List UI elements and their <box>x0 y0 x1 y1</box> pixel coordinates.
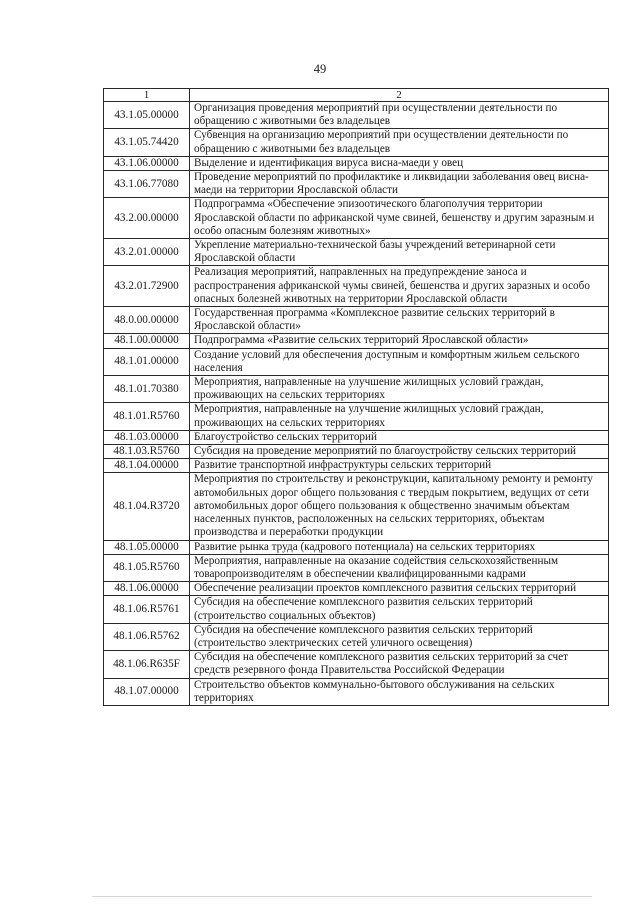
row-code: 48.1.03.00000 <box>104 430 190 444</box>
table-row <box>104 266 609 307</box>
page-bottom-edge <box>92 896 592 897</box>
table-row <box>104 403 609 430</box>
table-row <box>104 540 609 554</box>
row-code: 48.1.01.R5760 <box>104 403 190 430</box>
table-row <box>104 348 609 375</box>
row-name: Мероприятия по строительству и реконструкции, капитальному ремонту и ремонту автомобильных дорог общего пользования с твердым покрытием, ведущих от сети автомобильных дорог общего пользования к общественно значимым объектам населенных пунктов, расположенных на сельских территориях, объектам производства и переработки продукции <box>190 473 609 540</box>
row-code: 48.1.05.00000 <box>104 540 190 554</box>
row-code: 48.1.01.70380 <box>104 376 190 403</box>
table-row <box>104 678 609 705</box>
table-body <box>104 102 609 706</box>
table-row <box>104 334 609 348</box>
table-row <box>104 376 609 403</box>
row-code: 43.2.01.72900 <box>104 266 190 307</box>
table-row <box>104 307 609 334</box>
row-name: Мероприятия, направленные на оказание содействия сельскохозяйственным товаропроизводителям в обеспечении квалифицированными кадрами <box>190 554 609 581</box>
row-code: 48.1.00.00000 <box>104 334 190 348</box>
table-row <box>104 156 609 170</box>
row-code: 48.1.07.00000 <box>104 678 190 705</box>
table-header-row <box>104 89 609 102</box>
row-name: Благоустройство сельских территорий <box>190 430 609 444</box>
row-name: Выделение и идентификация вируса висна-маеди у овец <box>190 156 609 170</box>
table-row <box>104 623 609 650</box>
table-row <box>104 459 609 473</box>
row-name: Субвенция на организацию мероприятий при осуществлении деятельности по обращению с животными без владельцев <box>190 129 609 156</box>
row-code: 48.1.03.R5760 <box>104 445 190 459</box>
table-row <box>104 445 609 459</box>
table-row <box>104 239 609 266</box>
row-name: Реализация мероприятий, направленных на предупреждение заноса и распространения африканской чумы свиней, бешенства и других заразных и особо опасных болезней животных на территории Ярославской области <box>190 266 609 307</box>
row-code: 43.1.06.00000 <box>104 156 190 170</box>
table-row <box>104 596 609 623</box>
row-name: Подпрограмма «Обеспечение эпизоотического благополучия территории Ярославской области по африканской чуме свиней, бешенству и другим заразным и особо опасным болезням животных» <box>190 198 609 239</box>
row-name: Субсидия на обеспечение комплексного развития сельских территорий за счет средств резервного фонда Правительства Российской Федерации <box>190 651 609 678</box>
row-code: 48.1.06.R5762 <box>104 623 190 650</box>
page-number: 49 <box>313 62 327 76</box>
row-name: Укрепление материально-технической базы учреждений ветеринарной сети Ярославской области <box>190 239 609 266</box>
table-row <box>104 102 609 129</box>
table-row <box>104 129 609 156</box>
row-name: Проведение мероприятий по профилактике и ликвидации заболевания овец висна-маеди на территории Ярославской области <box>190 171 609 198</box>
row-code: 48.1.04.R3720 <box>104 473 190 540</box>
row-name: Строительство объектов коммунально-бытового обслуживания на сельских территориях <box>190 678 609 705</box>
classification-table <box>103 88 609 706</box>
row-name: Субсидия на обеспечение комплексного развития сельских территорий (строительство электрических сетей уличного освещения) <box>190 623 609 650</box>
table-row <box>104 582 609 596</box>
row-code: 43.1.05.74420 <box>104 129 190 156</box>
row-name: Развитие транспортной инфраструктуры сельских территорий <box>190 459 609 473</box>
row-name: Мероприятия, направленные на улучшение жилищных условий граждан, проживающих на сельских территориях <box>190 376 609 403</box>
table-row <box>104 198 609 239</box>
row-code: 43.2.00.00000 <box>104 198 190 239</box>
row-name: Обеспечение реализации проектов комплексного развития сельских территорий <box>190 582 609 596</box>
row-code: 48.1.01.00000 <box>104 348 190 375</box>
row-name: Подпрограмма «Развитие сельских территорий Ярославской области» <box>190 334 609 348</box>
row-name: Организация проведения мероприятий при осуществлении деятельности по обращению с животными без владельцев <box>190 102 609 129</box>
table-row <box>104 430 609 444</box>
row-name: Развитие рынка труда (кадрового потенциала) на сельских территориях <box>190 540 609 554</box>
row-code: 48.1.06.R5761 <box>104 596 190 623</box>
row-name: Создание условий для обеспечения доступным и комфортным жильем сельского населения <box>190 348 609 375</box>
table-row <box>104 473 609 540</box>
row-code: 48.0.00.00000 <box>104 307 190 334</box>
row-name: Мероприятия, направленные на улучшение жилищных условий граждан, проживающих на сельских территориях <box>190 403 609 430</box>
table-row <box>104 171 609 198</box>
row-name: Субсидия на проведение мероприятий по благоустройству сельских территорий <box>190 445 609 459</box>
row-code: 48.1.04.00000 <box>104 459 190 473</box>
row-name: Государственная программа «Комплексное развитие сельских территорий в Ярославской области» <box>190 307 609 334</box>
table-row <box>104 554 609 581</box>
row-name: Субсидия на обеспечение комплексного развития сельских территорий (строительство социальных объектов) <box>190 596 609 623</box>
row-code: 43.1.06.77080 <box>104 171 190 198</box>
row-code: 43.2.01.00000 <box>104 239 190 266</box>
row-code: 43.1.05.00000 <box>104 102 190 129</box>
row-code: 48.1.05.R5760 <box>104 554 190 581</box>
column-header-name: 2 <box>190 89 609 102</box>
column-header-code: 1 <box>104 89 190 102</box>
row-code: 48.1.06.00000 <box>104 582 190 596</box>
table-row <box>104 651 609 678</box>
row-code: 48.1.06.R635F <box>104 651 190 678</box>
